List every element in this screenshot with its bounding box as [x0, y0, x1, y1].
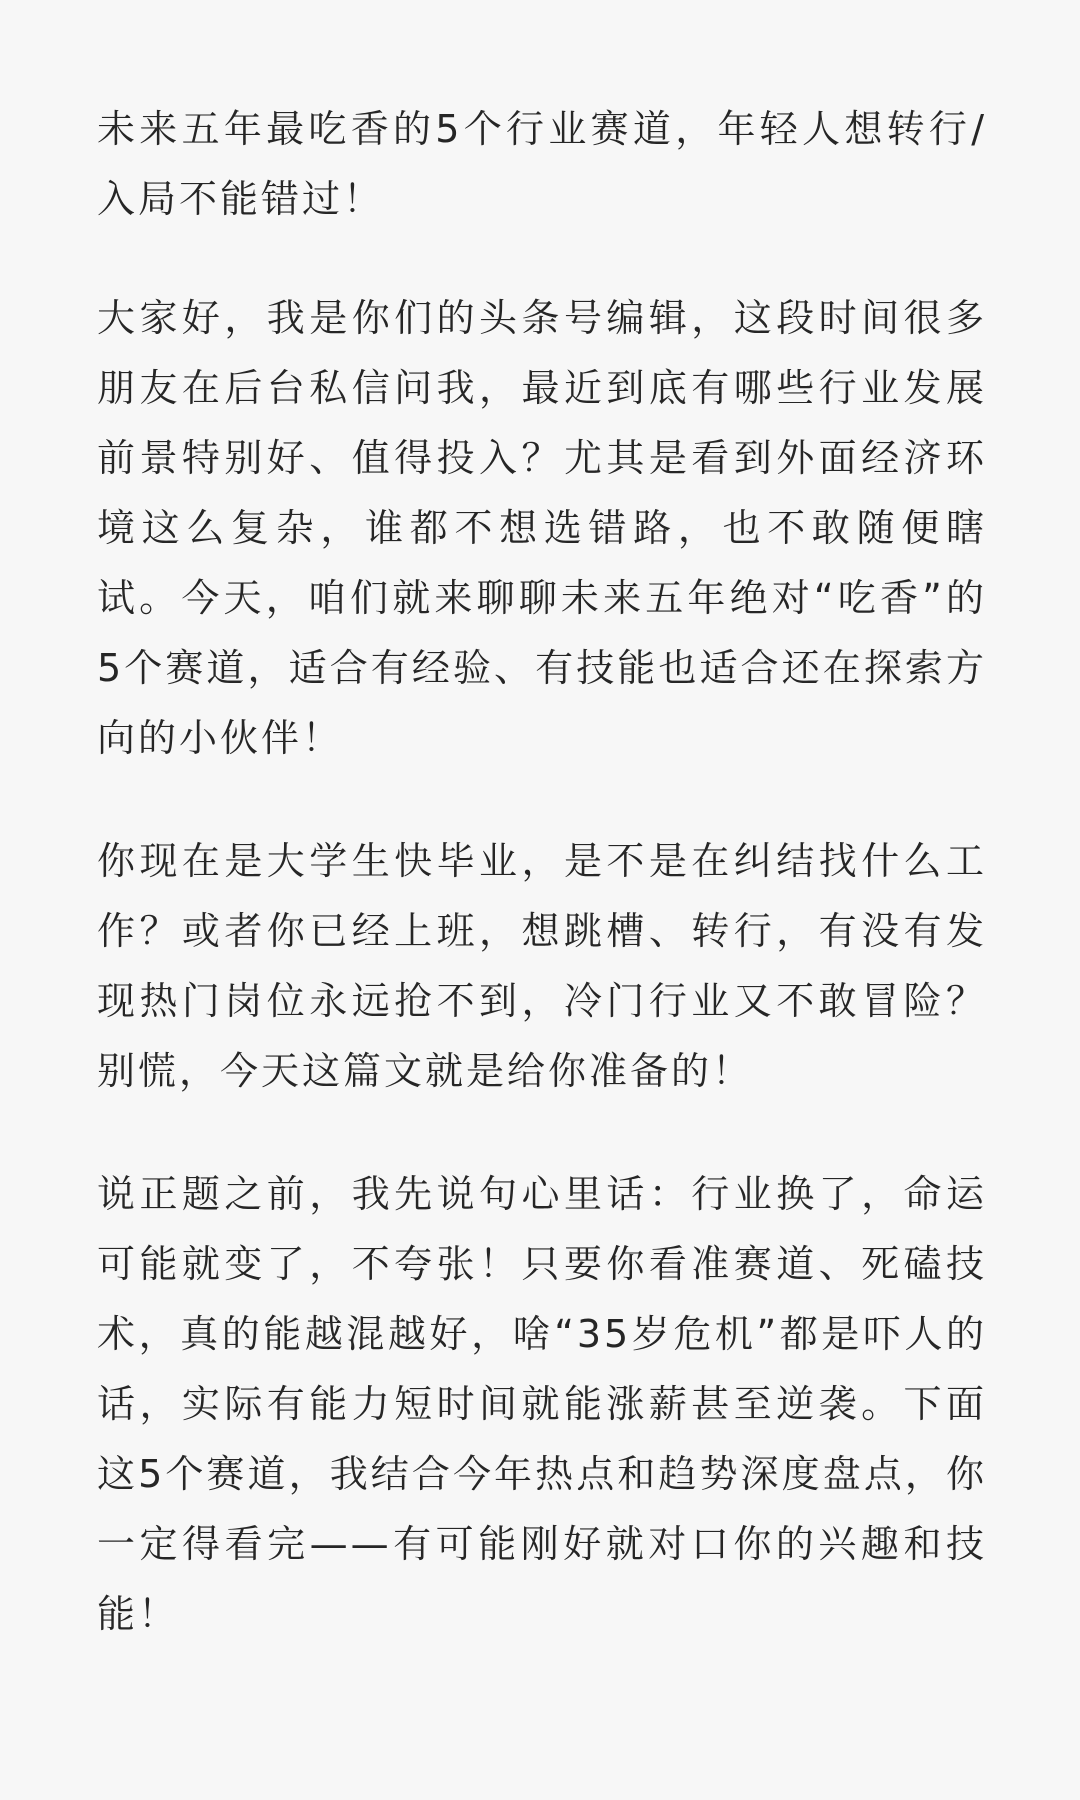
article-title: 未来五年最吃香的5个行业赛道，年轻人想转行/入局不能错过！ — [97, 107, 987, 221]
preface-paragraph: 说正题之前，我先说句心里话：行业换了，命运可能就变了，不夸张！只要你看准赛道、死磕技术，真的能越混越好，啥“35岁危机”都是吓人的话，实际有能力短时间就能涨薪甚至逆袭。下面这5个赛道，我结合今年热点和趋势深度盘点，你一定得看完——有可能刚好就对口你的兴趣和技能！ — [97, 1172, 987, 1636]
intro-paragraph: 大家好，我是你们的头条号编辑，这段时间很多朋友在后台私信问我，最近到底有哪些行业发展前景特别好、值得投入？尤其是看到外面经济环境这么复杂，谁都不想选错路，也不敢随便瞎试。今天，咱们就来聊聊未来五年绝对“吃香”的5个赛道，适合有经验、有技能也适合还在探索方向的小伙伴！ — [97, 296, 987, 760]
question-paragraph: 你现在是大学生快毕业，是不是在纠结找什么工作？或者你已经上班，想跳槽、转行，有没有发现热门岗位永远抢不到，冷门行业又不敢冒险？别慌，今天这篇文就是给你准备的！ — [97, 839, 987, 1093]
article-content — [97, 94, 987, 1649]
